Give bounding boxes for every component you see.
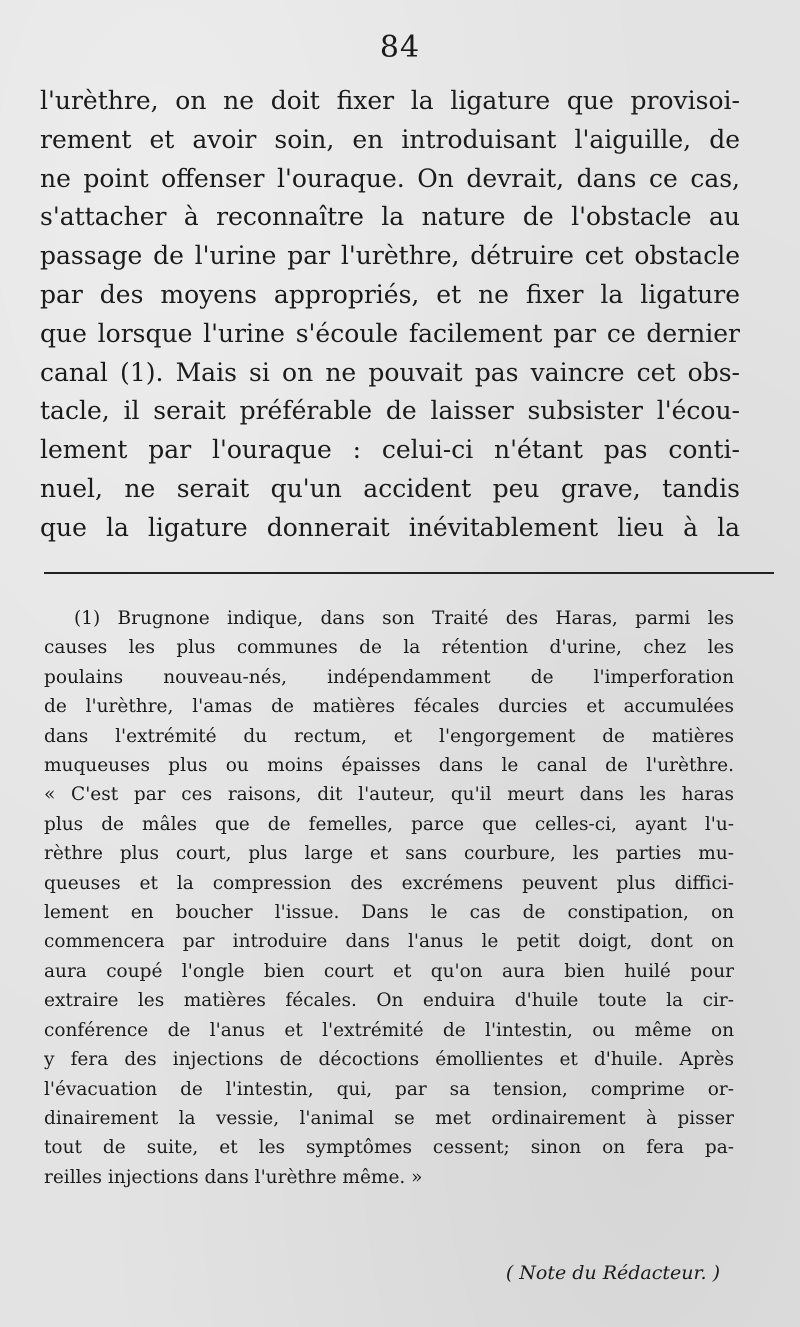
footnote-line: plus de mâles que de femelles, parce que celles-ci, ayant l'u-: [44, 813, 734, 835]
footnote-line: rèthre plus court, plus large et sans courbure, les parties mu-: [44, 843, 734, 865]
editor-note-signature: ( Note du Rédacteur. ): [505, 1262, 720, 1284]
footnote-separator: [44, 572, 774, 574]
footnote-line: muqueuses plus ou moins épaisses dans le canal de l'urèthre.: [44, 755, 734, 777]
main-line: que la ligature donnerait inévitablement lieu à la: [40, 512, 740, 542]
footnote-line: (1) Brugnone indique, dans son Traité des Haras, parmi les: [74, 608, 734, 629]
footnote-line: poulains nouveau-nés, indépendamment de l'imperforation: [44, 666, 734, 688]
footnote-line: dinairement la vessie, l'animal se met ordinairement à pisser: [44, 1107, 734, 1129]
footnote-line: reilles injections dans l'urèthre même. »: [44, 1166, 423, 1188]
main-line: ne point offenser l'ouraque. On devrait, dans ce cas,: [40, 163, 740, 193]
main-line: que lorsque l'urine s'écoule facilement par ce dernier: [40, 318, 740, 348]
footnote-line: commencera par introduire dans l'anus le petit doigt, dont on: [44, 931, 734, 953]
footnote-line: y fera des injections de décoctions émollientes et d'huile. Après: [44, 1049, 734, 1071]
footnote-line: tout de suite, et les symptômes cessent; sinon on fera pa-: [44, 1137, 734, 1159]
page-number: 84: [379, 30, 421, 65]
main-line: l'urèthre, on ne doit fixer la ligature que provisoi-: [40, 86, 740, 115]
footnote-line: conférence de l'anus et l'extrémité de l'intestin, ou même on: [44, 1019, 734, 1041]
main-line: canal (1). Mais si on ne pouvait pas vaincre cet obs-: [40, 357, 740, 387]
footnote-line: de l'urèthre, l'amas de matières fécales durcies et accumulées: [44, 696, 734, 718]
footnote-line: « C'est par ces raisons, dit l'auteur, qu'il meurt dans les haras: [44, 784, 734, 806]
footnote-line: extraire les matières fécales. On enduira d'huile toute la cir-: [44, 990, 734, 1012]
footnote-line: lement en boucher l'issue. Dans le cas de constipation, on: [44, 902, 734, 924]
main-line: par des moyens appropriés, et ne fixer la ligature: [40, 279, 740, 309]
footnote-line: causes les plus communes de la rétention d'urine, chez les: [44, 637, 734, 659]
main-line: nuel, ne serait qu'un accident peu grave, tandis: [40, 473, 740, 503]
footnote-line: l'évacuation de l'intestin, qui, par sa tension, comprime or-: [44, 1078, 734, 1100]
footnote-line: queuses et la compression des excrémens peuvent plus diffici-: [44, 872, 734, 894]
main-line: passage de l'urine par l'urèthre, détruire cet obstacle: [40, 241, 740, 271]
footnote-line: aura coupé l'ongle bien court et qu'on aura bien huilé pour: [44, 960, 734, 982]
main-line: lement par l'ouraque : celui-ci n'étant pas conti-: [40, 435, 740, 465]
main-line: tacle, il serait préférable de laisser subsister l'écou-: [40, 396, 740, 426]
footnote: [44, 604, 734, 1192]
footnote-line: dans l'extrémité du rectum, et l'engorgement de matières: [44, 725, 734, 747]
main-line: s'attacher à reconnaître la nature de l'obstacle au: [40, 202, 740, 232]
main-text: [40, 82, 740, 548]
main-line: rement et avoir soin, en introduisant l'aiguille, de: [40, 124, 740, 154]
